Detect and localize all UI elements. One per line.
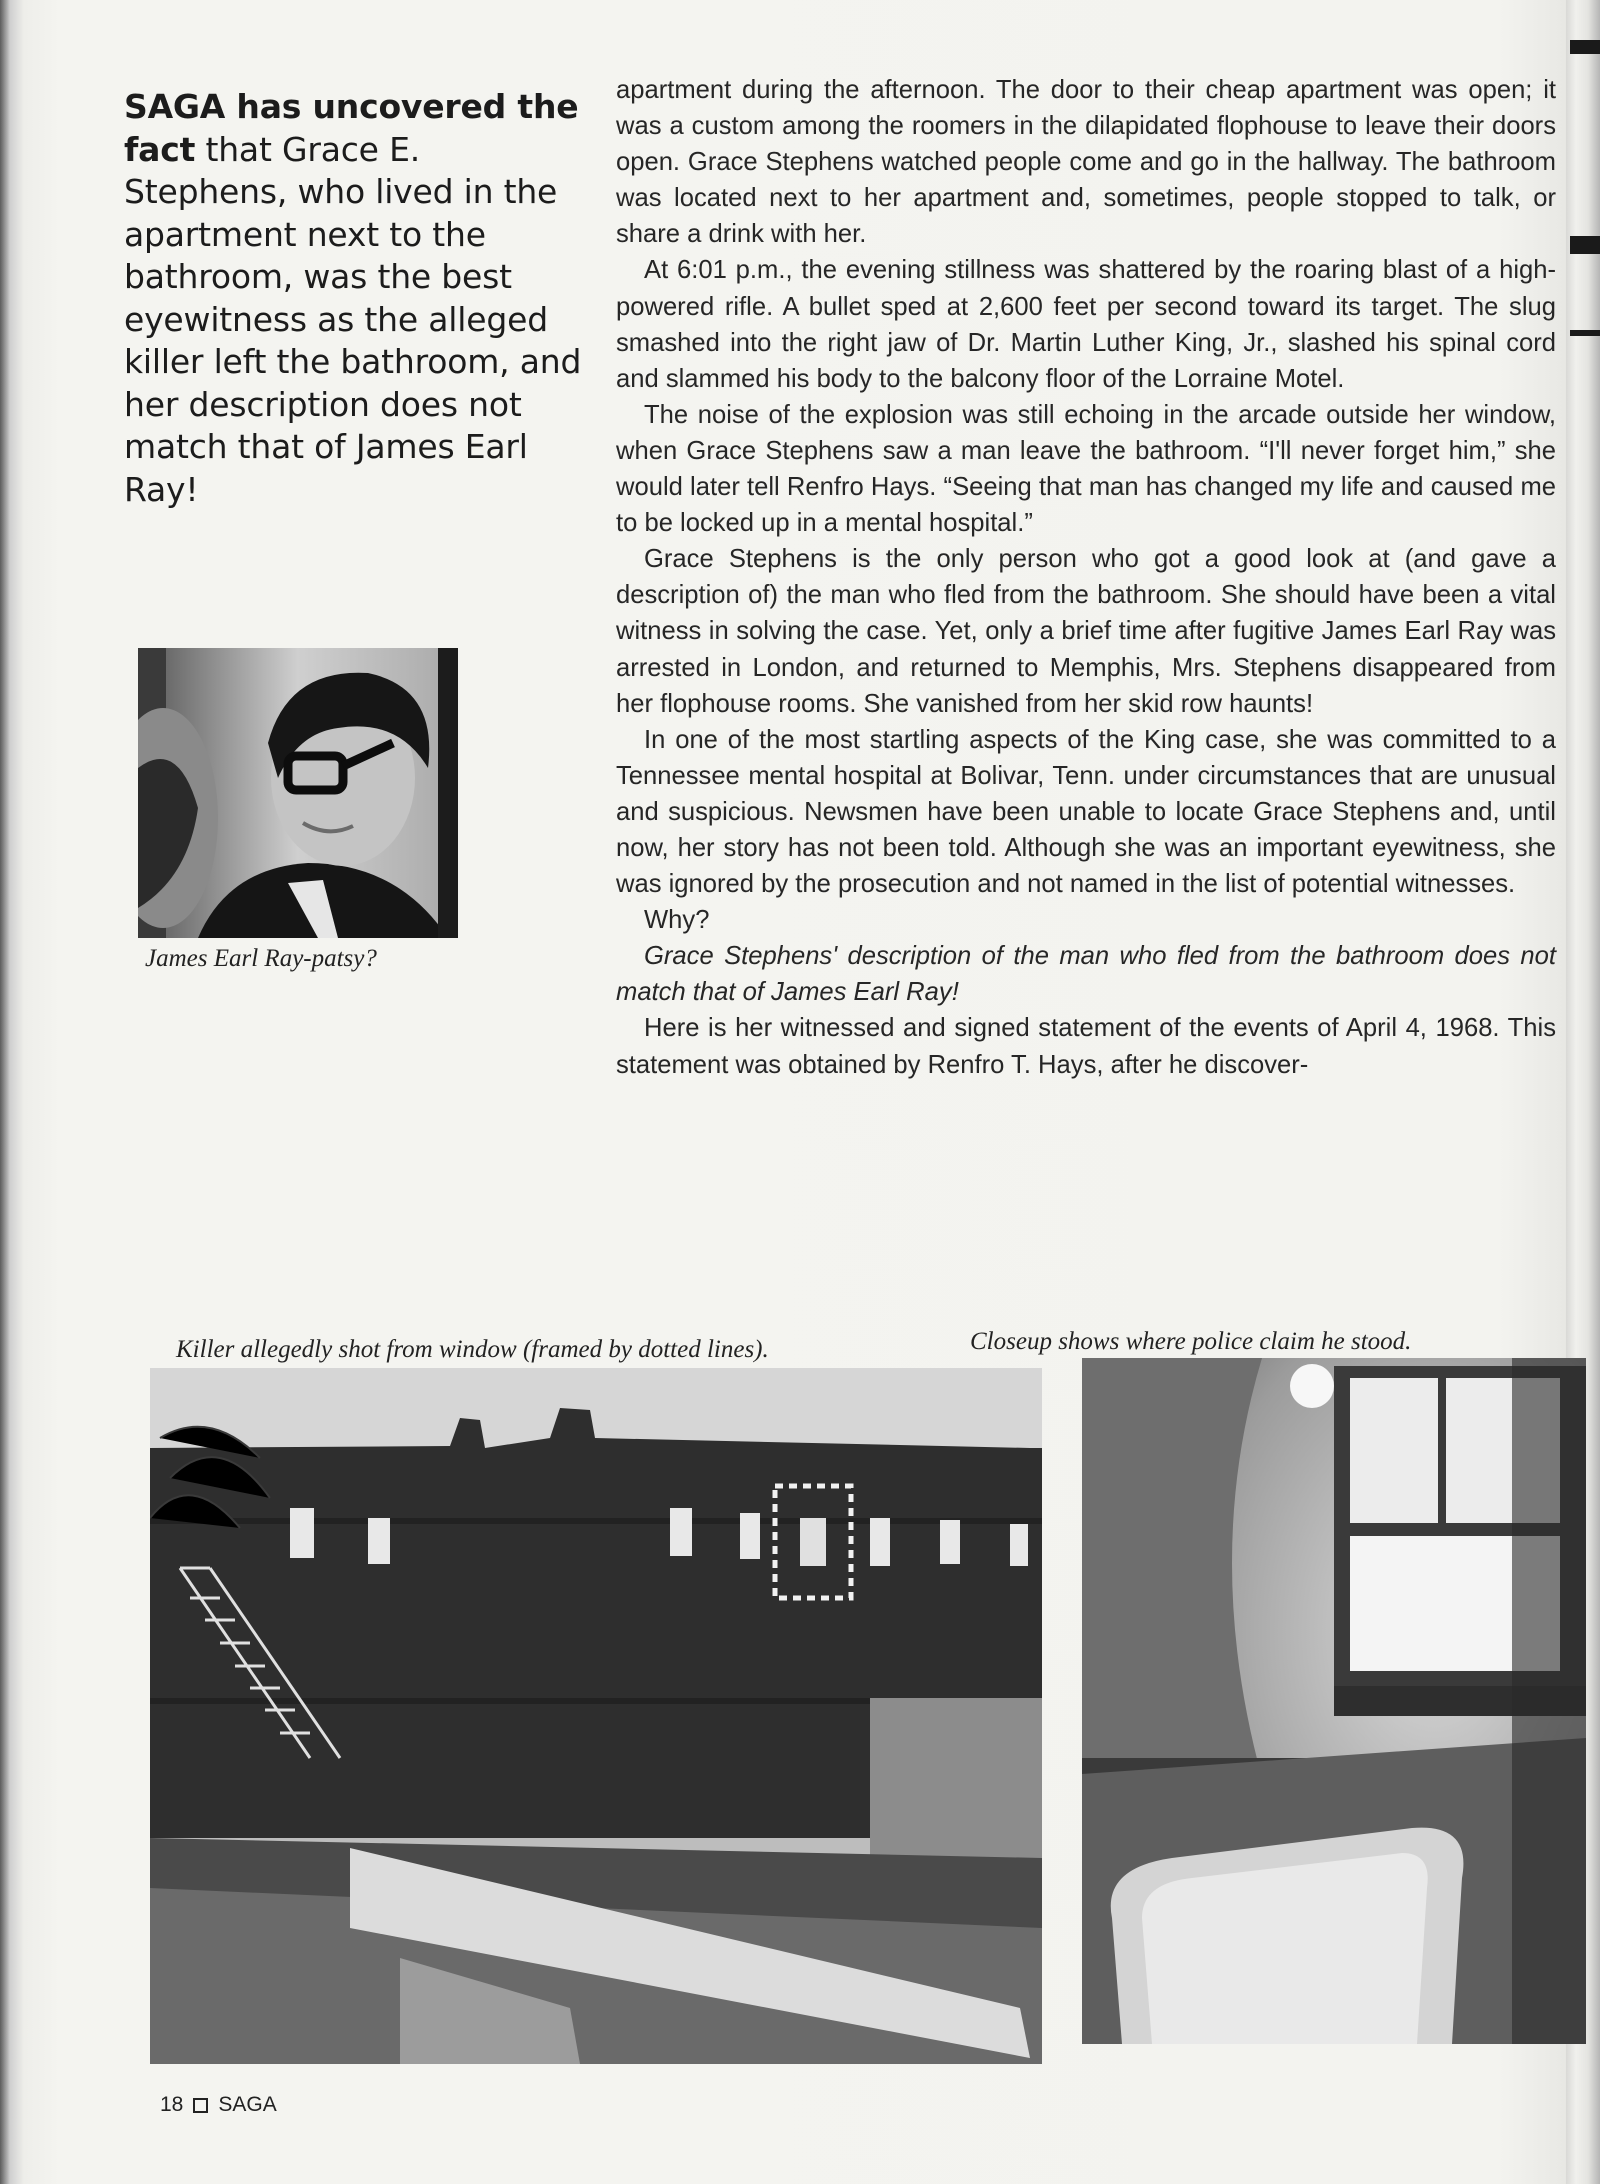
- building-caption: Killer allegedly shot from window (framed by dotted lines).: [176, 1336, 769, 1363]
- article-body: [616, 72, 1556, 1083]
- pull-quote-text: that Grace E. Stephens, who lived in the apartment next to the bathroom, was the best eyewitness as the alleged killer left the bathroom, and her description does not match that of James Earl Ray!: [124, 129, 582, 509]
- page-footer: [160, 2093, 277, 2117]
- edge-mark: [1570, 330, 1600, 336]
- article-paragraph: Grace Stephens is the only person who got a good look at (and gave a description of) the man who fled from the bathroom. She should have been a vital witness in solving the case. Yet, only a brief time after fugitive James Earl Ray was arrested in London, and returned to Memphis, Mrs. Stephens disappeared from her flophouse rooms. She vanished from her skid row haunts!: [616, 545, 1556, 718]
- article-paragraph: Here is her witnessed and signed statement of the events of April 4, 1968. This statement was obtained by Renfro T. Hays, after he discover-: [616, 1014, 1556, 1079]
- portrait-caption: James Earl Ray-patsy?: [145, 945, 377, 972]
- article-paragraph: Why?: [644, 906, 710, 935]
- article-paragraph: apartment during the afternoon. The door to their cheap apartment was open; it was a custom among the roomers in the dilapidated flophouse to leave their doors open. Grace Stephens watched people come and go in the hallway. The bathroom was located next to her apartment and, sometimes, people stopped to talk, or share a drink with her.: [616, 76, 1556, 249]
- building-photo: [150, 1368, 1042, 2064]
- article-paragraph: In one of the most startling aspects of the King case, she was committed to a Tennessee mental hospital at Bolivar, Tenn. under circumstances that are unusual and suspicious. Newsmen have been unable to locate Grace Stephens and, until now, her story has not been told. Although she was an important eyewitness, she was ignored by the prosecution and not named in the list of potential witnesses.: [616, 725, 1556, 899]
- article-paragraph: At 6:01 p.m., the evening stillness was shattered by the roaring blast of a high-powered rifle. A bullet sped at 2,600 feet per second toward its target. The slug smashed into the right jaw of Dr. Martin Luther King, Jr., slashed his spinal cord and slammed his body to the balcony floor of the Lorraine Motel.: [616, 256, 1556, 393]
- pull-quote-bold: SAGA has uncovered the fact: [124, 87, 579, 169]
- square-icon: [193, 2098, 208, 2113]
- closeup-caption: Closeup shows where police claim he stood.: [970, 1328, 1412, 1355]
- article-paragraph-italic: Grace Stephens' description of the man who fled from the bathroom does not match that of James Earl Ray!: [616, 942, 1556, 1007]
- article-paragraph: The noise of the explosion was still echoing in the arcade outside her window, when Grace Stephens saw a man leave the bathroom. “I'll never forget him,” she would later tell Renfro Hays. “Seeing that man has changed my life and caused me to be locked up in a mental hospital.”: [616, 400, 1556, 538]
- page-number: 18: [160, 2093, 184, 2116]
- edge-mark: [1570, 236, 1600, 254]
- edge-mark: [1570, 40, 1600, 54]
- portrait-photo: [138, 648, 458, 938]
- magazine-name: SAGA: [218, 2093, 277, 2116]
- pull-quote: [124, 86, 584, 511]
- closeup-photo: [1082, 1358, 1586, 2044]
